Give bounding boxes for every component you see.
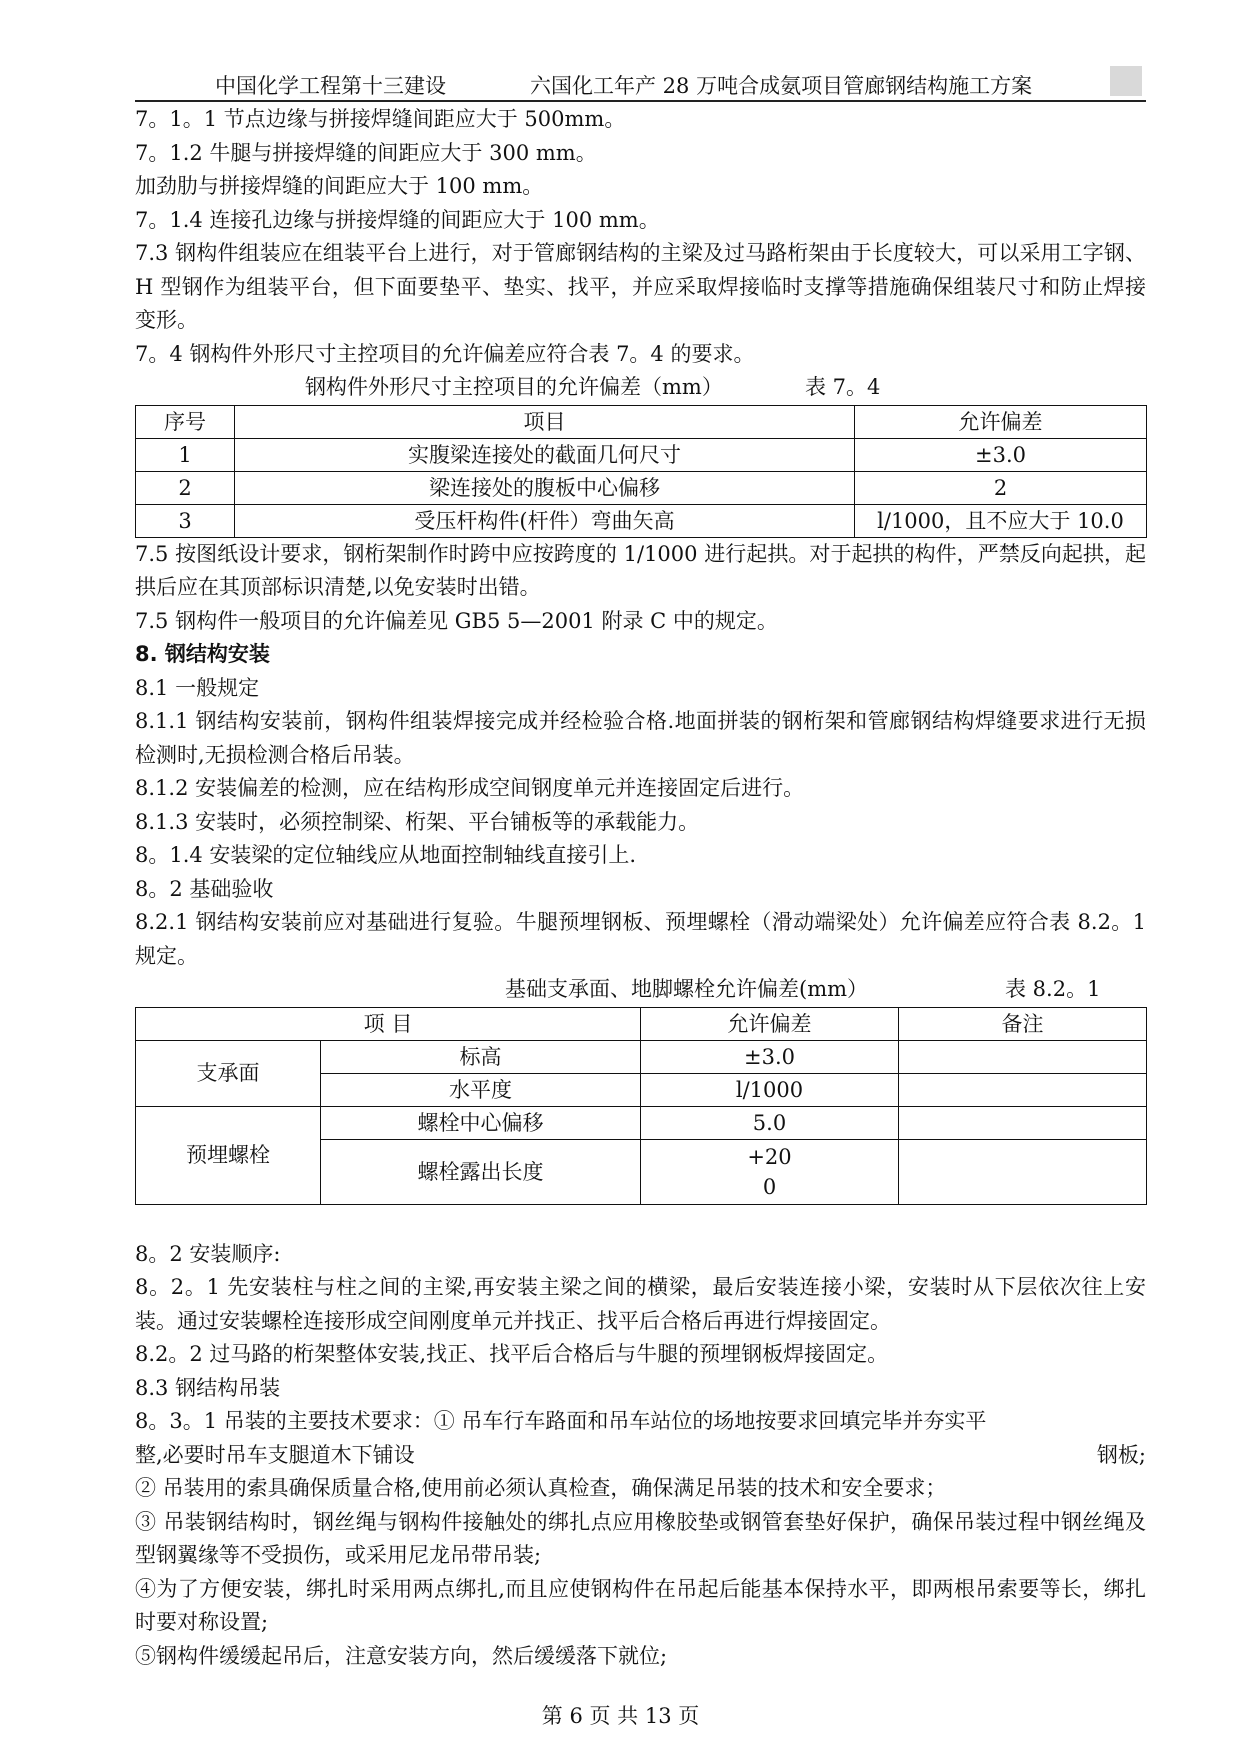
cell: 3 [136, 504, 235, 537]
table1-caption: 钢构件外形尺寸主控项目的允许偏差（mm） [305, 375, 723, 399]
line-8-1-4: 8。1.4 安装梁的定位轴线应从地面控制轴线直接引上. [135, 843, 637, 867]
th-no: 序号 [136, 405, 235, 438]
item-3: ③ 吊装钢结构时，钢丝绳与钢构件接触处的绑扎点应用橡胶垫或钢管套垫好保护，确保吊装过程中钢丝绳及型钢翼缘等不受损伤，或采用尼龙吊带吊装; [135, 1509, 1146, 1567]
line-7-5b: 7.5 钢构件一般项目的允许偏差见 GB5 5—2001 附录 C 中的规定。 [135, 608, 778, 633]
cell: ±3.0 [641, 1040, 899, 1073]
cell-remark [899, 1139, 1147, 1204]
spacer [135, 1205, 1146, 1238]
table-header-row [136, 405, 1147, 438]
cell: 5.0 [641, 1106, 899, 1139]
value-plus: +20 [747, 1144, 792, 1169]
table2-caption-number: 表 8.2。1 [1005, 977, 1101, 1001]
para-8-3-1-line1: 8。3。1 吊装的主要技术要求：① 吊车行车路面和吊车站位的场地按要求回填完毕并夯实平 [135, 1409, 987, 1433]
cell: 水平度 [321, 1073, 641, 1106]
para-8-2-1: 8.2.1 钢结构安装前应对基础进行复验。牛腿预埋钢板、预埋螺栓（滑动端梁处）允许偏差应符合表 8.2。1 规定。 [135, 910, 1146, 968]
para-8-2-1b: 8。2。1 先安装柱与柱之间的主梁,再安装主梁之间的横梁，最后安装连接小梁，安装时从下层依次往上安装。通过安装螺栓连接形成空间刚度单元并找正、找平后合格后再进行焊接固定。 [135, 1275, 1146, 1333]
table1-caption-row [135, 371, 1146, 405]
th-remark: 备注 [899, 1007, 1147, 1040]
table-row [136, 1106, 1147, 1139]
cell: l/1000 [641, 1073, 899, 1106]
header-project: 六国化工年产 28 万吨合成氨项目管廊钢结构施工方案 [530, 74, 1033, 98]
cell: 受压杆构件(杆件）弯曲矢高 [235, 504, 855, 537]
cell: 梁连接处的腹板中心偏移 [235, 471, 855, 504]
line-8-1-2: 8.1.2 安装偏差的检测，应在结构形成空间钢度单元并连接固定后进行。 [135, 776, 805, 800]
line-7-1-2: 7。1.2 牛腿与拼接焊缝的间距应大于 300 mm。 [135, 140, 597, 165]
th-item: 项 目 [136, 1007, 641, 1040]
cell-two-values [641, 1139, 899, 1204]
cell: 实腹梁连接处的截面几何尺寸 [235, 438, 855, 471]
para-7-5a: 7.5 按图纸设计要求，钢桁架制作时跨中应按跨度的 1/1000 进行起拱。对于起拱的构件，严禁反向起拱，起拱后应在其顶部标识清楚,以免安装时出错。 [135, 541, 1146, 599]
para-8-1-1: 8.1.1 钢结构安装前，钢构件组装焊接完成并经检验合格.地面拼装的钢桁架和管廊钢结构焊缝要求进行无损检测时,无损检测合格后吊装。 [135, 709, 1146, 767]
table2-caption: 基础支承面、地脚螺栓允许偏差(mm） [505, 977, 869, 1001]
cell: 标高 [321, 1040, 641, 1073]
cell: l/1000，且不应大于 10.0 [855, 504, 1147, 537]
cell: 2 [855, 471, 1147, 504]
header-org: 中国化学工程第十三建设 [215, 74, 446, 98]
group-embedded-bolt: 预埋螺栓 [136, 1106, 321, 1204]
table-row [136, 471, 1147, 504]
line2-right: 钢板; [1096, 1442, 1146, 1467]
line-stiffener: 加劲肋与拼接焊缝的间距应大于 100 mm。 [135, 174, 544, 198]
para-8-3-1-line2 [135, 1439, 1146, 1473]
line-7-4: 7。4 钢构件外形尺寸主控项目的允许偏差应符合表 7。4 的要求。 [135, 341, 755, 366]
line-8-3: 8.3 钢结构吊装 [135, 1375, 281, 1400]
table-row [136, 438, 1147, 471]
section-8-title: 8. 钢结构安装 [135, 642, 270, 666]
para-7-3: 7.3 钢构件组装应在组装平台上进行，对于管廊钢结构的主梁及过马路桁架由于长度较大，可以采用工字钢、H 型钢作为组装平台，但下面要垫平、垫实、找平，并应采取焊接临时支撑等措施确保组装尺寸和防止焊接变形。 [135, 241, 1146, 332]
table-header-row [136, 1007, 1147, 1040]
cell-remark [899, 1040, 1147, 1073]
cell: 螺栓中心偏移 [321, 1106, 641, 1139]
item-4: ④为了方便安装，绑扎时采用两点绑扎,而且应使钢构件在吊起后能基本保持水平，即两根吊索要等长，绑扎时要对称设置; [135, 1576, 1146, 1634]
cell-remark [899, 1073, 1147, 1106]
line-8-2: 8。2 基础验收 [135, 876, 274, 901]
line-7-1-1: 7。1。1 节点边缘与拼接焊缝间距应大于 500mm。 [135, 107, 626, 131]
item-2: ② 吊装用的索具确保质量合格,使用前必须认真检查，确保满足吊装的技术和安全要求； [135, 1476, 947, 1500]
table-row [136, 504, 1147, 537]
line-8-1-3: 8.1.3 安装时，必须控制梁、桁架、平台铺板等的承载能力。 [135, 809, 700, 834]
table-7-4 [135, 405, 1147, 538]
th-tolerance: 允许偏差 [855, 405, 1147, 438]
cell: ±3.0 [855, 438, 1147, 471]
table2-caption-row [135, 973, 1146, 1007]
document-body [135, 103, 1146, 1673]
cell: 2 [136, 471, 235, 504]
line-7-1-4: 7。1.4 连接孔边缘与拼接焊缝的间距应大于 100 mm。 [135, 207, 660, 232]
line-8-2b: 8。2 安装顺序: [135, 1241, 281, 1266]
line-8-1: 8.1 一般规定 [135, 675, 260, 700]
cell-remark [899, 1106, 1147, 1139]
th-item: 项目 [235, 405, 855, 438]
line-8-2-2: 8.2。2 过马路的桁架整体安装,找正、找平后合格后与牛腿的预埋钢板焊接固定。 [135, 1342, 889, 1366]
page-footer: 第 6 页 共 13 页 [541, 1704, 700, 1728]
item-5: ⑤钢构件缓缓起吊后，注意安装方向，然后缓缓落下就位; [135, 1643, 668, 1668]
table1-caption-number: 表 7。4 [805, 375, 881, 399]
page-header [135, 70, 1146, 102]
table-row [136, 1040, 1147, 1073]
cell: 1 [136, 438, 235, 471]
line2-left: 整,必要时吊车支腿道木下铺设 [135, 1442, 415, 1467]
group-support-surface: 支承面 [136, 1040, 321, 1106]
table-8-2-1 [135, 1007, 1147, 1205]
value-zero: 0 [762, 1174, 777, 1199]
th-tolerance: 允许偏差 [641, 1007, 899, 1040]
cell: 螺栓露出长度 [321, 1139, 641, 1204]
header-logo-icon [1110, 66, 1142, 96]
